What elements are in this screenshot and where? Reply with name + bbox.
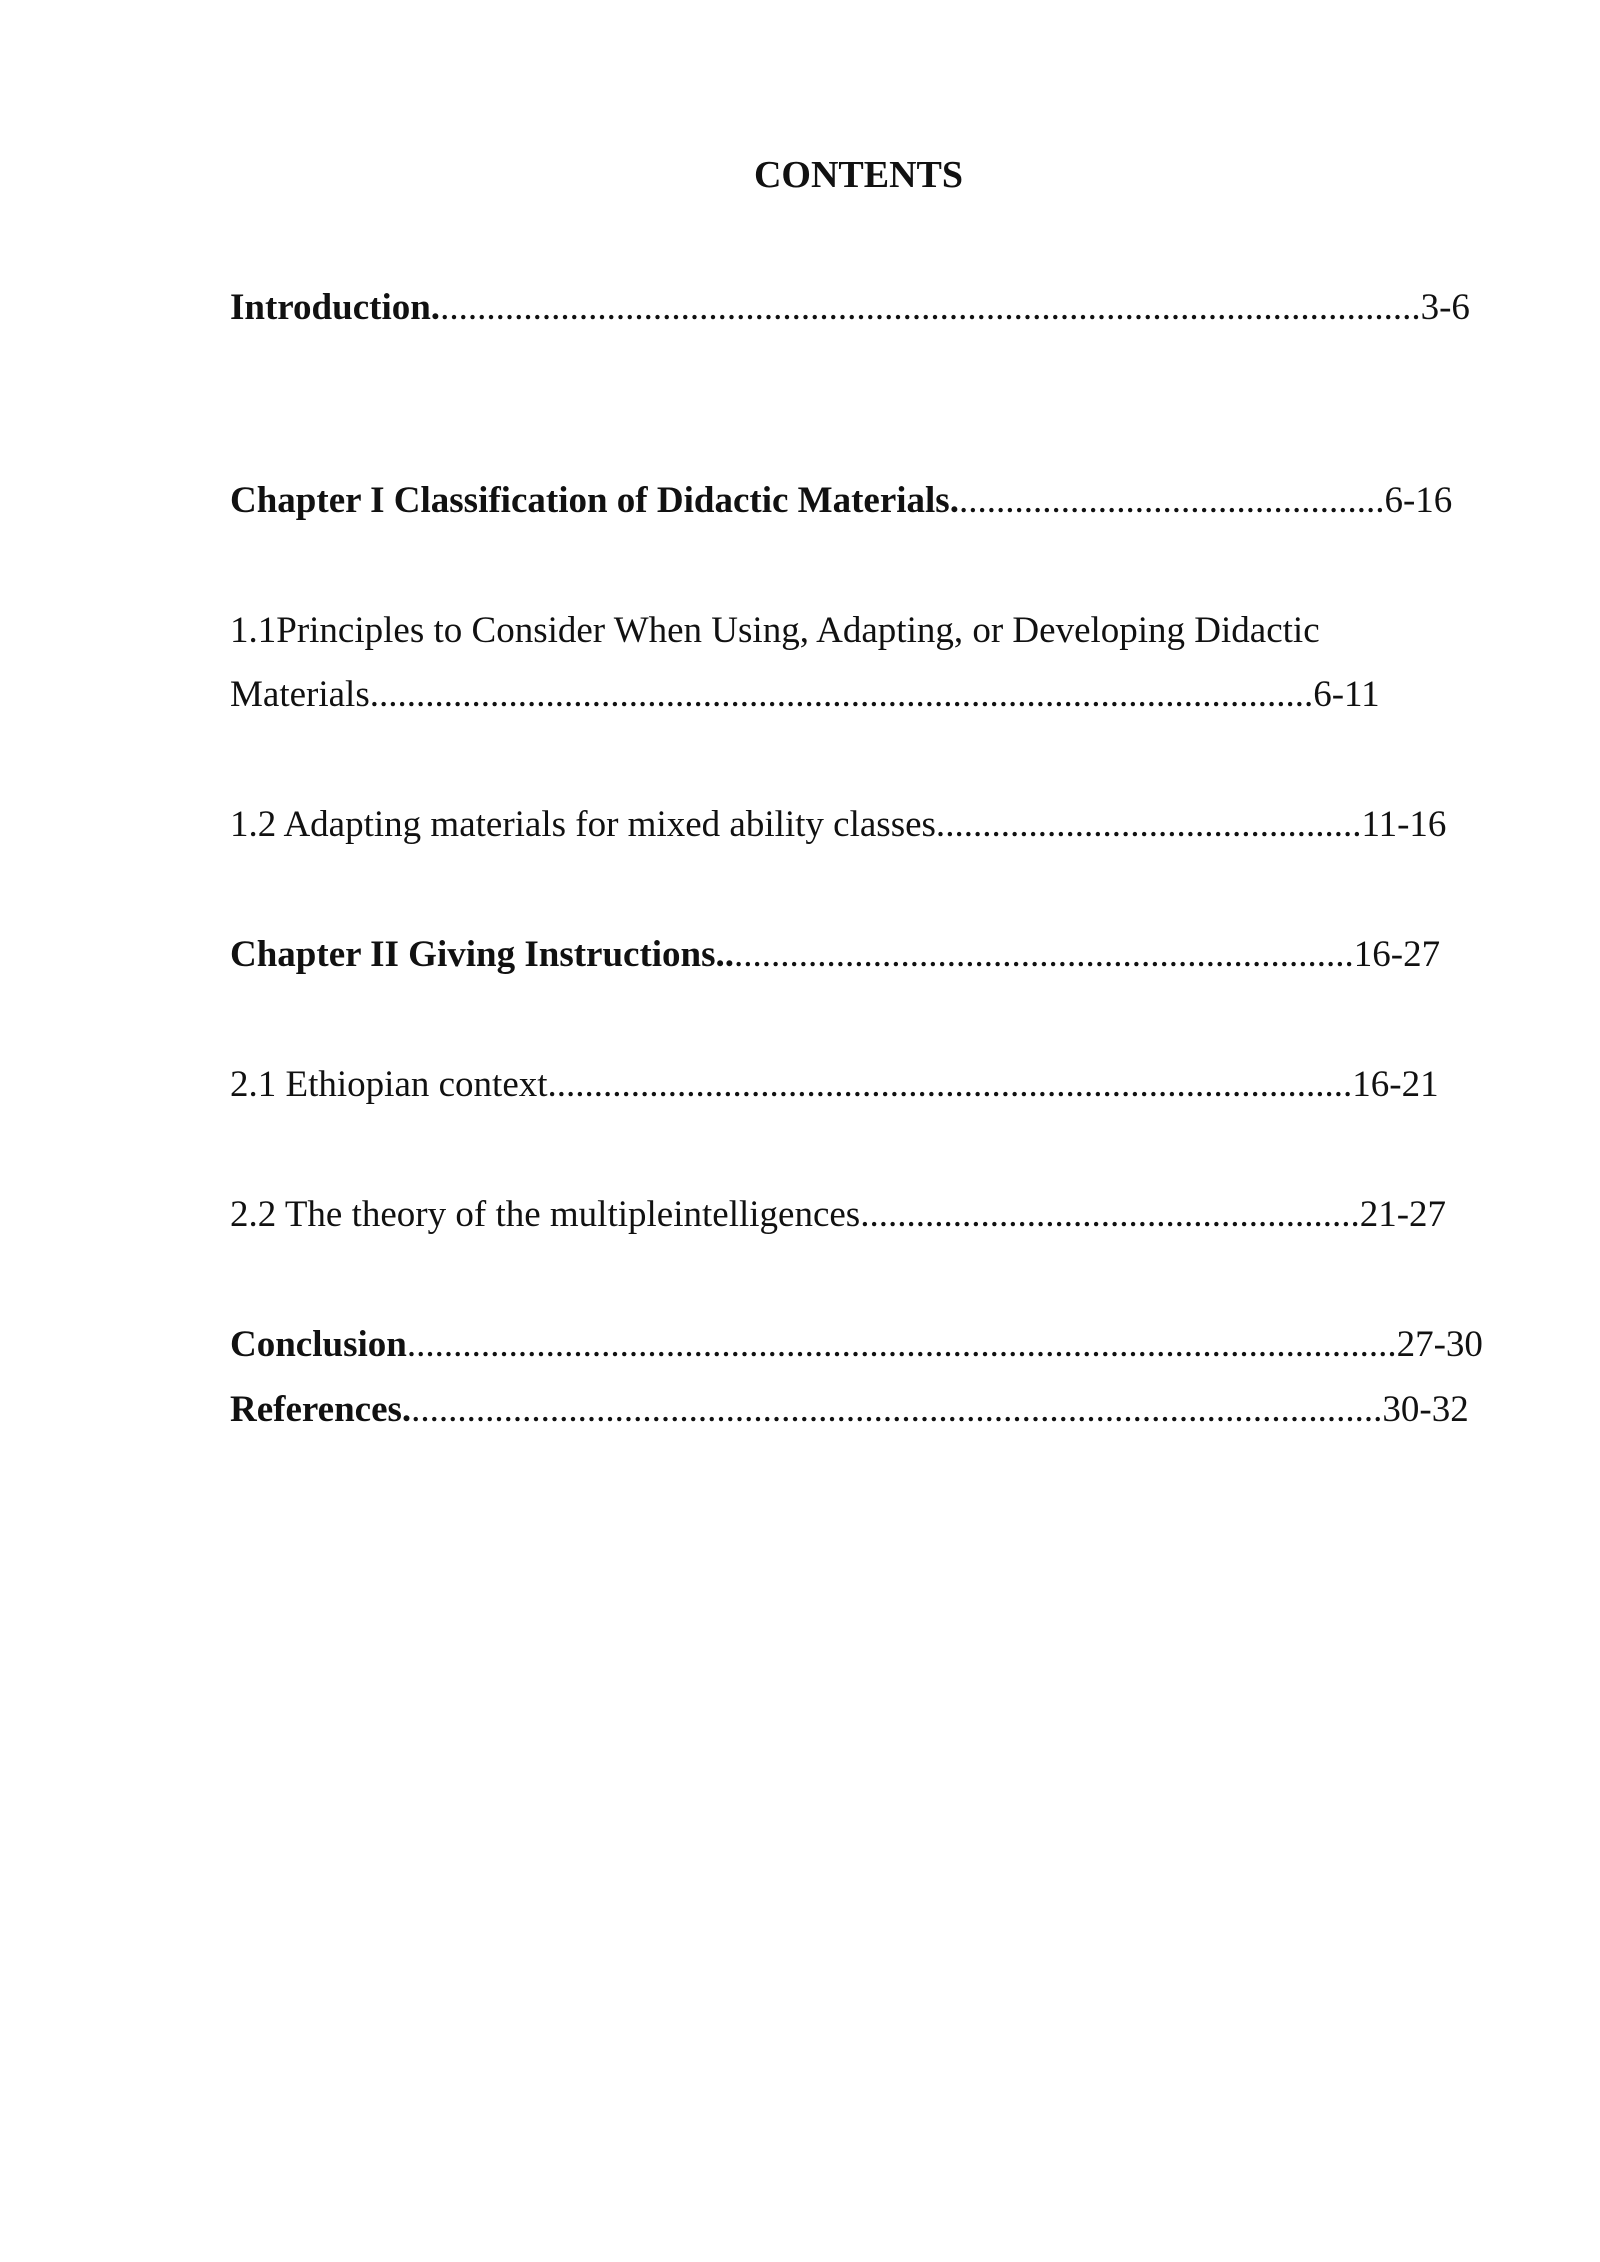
toc-entry-pages: 27-30 [1396,1324,1483,1365]
toc-entry-leader-dots: ........................................................................................................... [406,1324,1397,1365]
toc-entry-leader-dots: ...................................................................................... [556,1064,1353,1105]
toc-entry-leader-dots: .......................................................................................................... [440,287,1421,328]
toc-entry-leader-dots: ................................................................... [734,934,1354,975]
toc-entry-pages: 3-6 [1420,287,1470,328]
toc-entry-pages: 6-16 [1384,480,1453,521]
toc-entry-1-1-line1[interactable] [230,606,1320,656]
toc-entry-conclusion[interactable] [230,1320,1483,1370]
toc-entry-1-2[interactable] [230,800,1446,850]
toc-entry-label: 2.1 Ethiopian context. [230,1064,557,1105]
toc-entry-label: Introduction. [230,287,441,328]
toc-entry-2-1[interactable] [230,1060,1439,1110]
toc-entry-pages: 30-32 [1382,1389,1469,1430]
toc-entry-introduction[interactable] [230,283,1470,333]
toc-entry-label: Chapter II Giving Instructions.. [230,934,735,975]
toc-entry-label: 1.2 Adapting materials for mixed ability classes. [230,804,946,845]
toc-entry-pages: 21-27 [1359,1194,1447,1235]
toc-entry-label: Chapter I Classification of Didactic Materials. [230,480,959,521]
toc-entry-leader-dots: ......................................................................................................... [411,1389,1383,1430]
toc-entry-label: 2.2 The theory of the multipleintelligences. [230,1194,870,1235]
toc-entry-references[interactable] [230,1385,1469,1435]
toc-entry-chapter-1[interactable] [230,476,1452,526]
toc-entry-leader-dots: ..................................................... [869,1194,1360,1235]
toc-entry-pages: 16-27 [1353,934,1441,975]
contents-title: CONTENTS [753,154,964,196]
toc-entry-leader-dots: ..................................................................................................... [378,674,1314,715]
toc-entry-leader-dots: ............................................. [945,804,1362,845]
toc-entry-label: 1.1Principles to Consider When Using, Adapting, or Developing Didactic [230,610,1320,651]
toc-entry-leader-dots: .............................................. [958,480,1385,521]
toc-entry-label: Materials. [230,674,379,715]
toc-entry-label: Conclusion [230,1324,407,1365]
toc-entry-chapter-2[interactable] [230,930,1440,980]
toc-entry-pages: 11-16 [1361,804,1447,845]
toc-entry-pages: 16-21 [1352,1064,1439,1105]
toc-entry-2-2[interactable] [230,1190,1446,1240]
toc-entry-1-1-line2[interactable] [230,670,1380,720]
toc-entry-pages: 6-11 [1313,674,1380,715]
toc-entry-label: References. [230,1389,412,1430]
